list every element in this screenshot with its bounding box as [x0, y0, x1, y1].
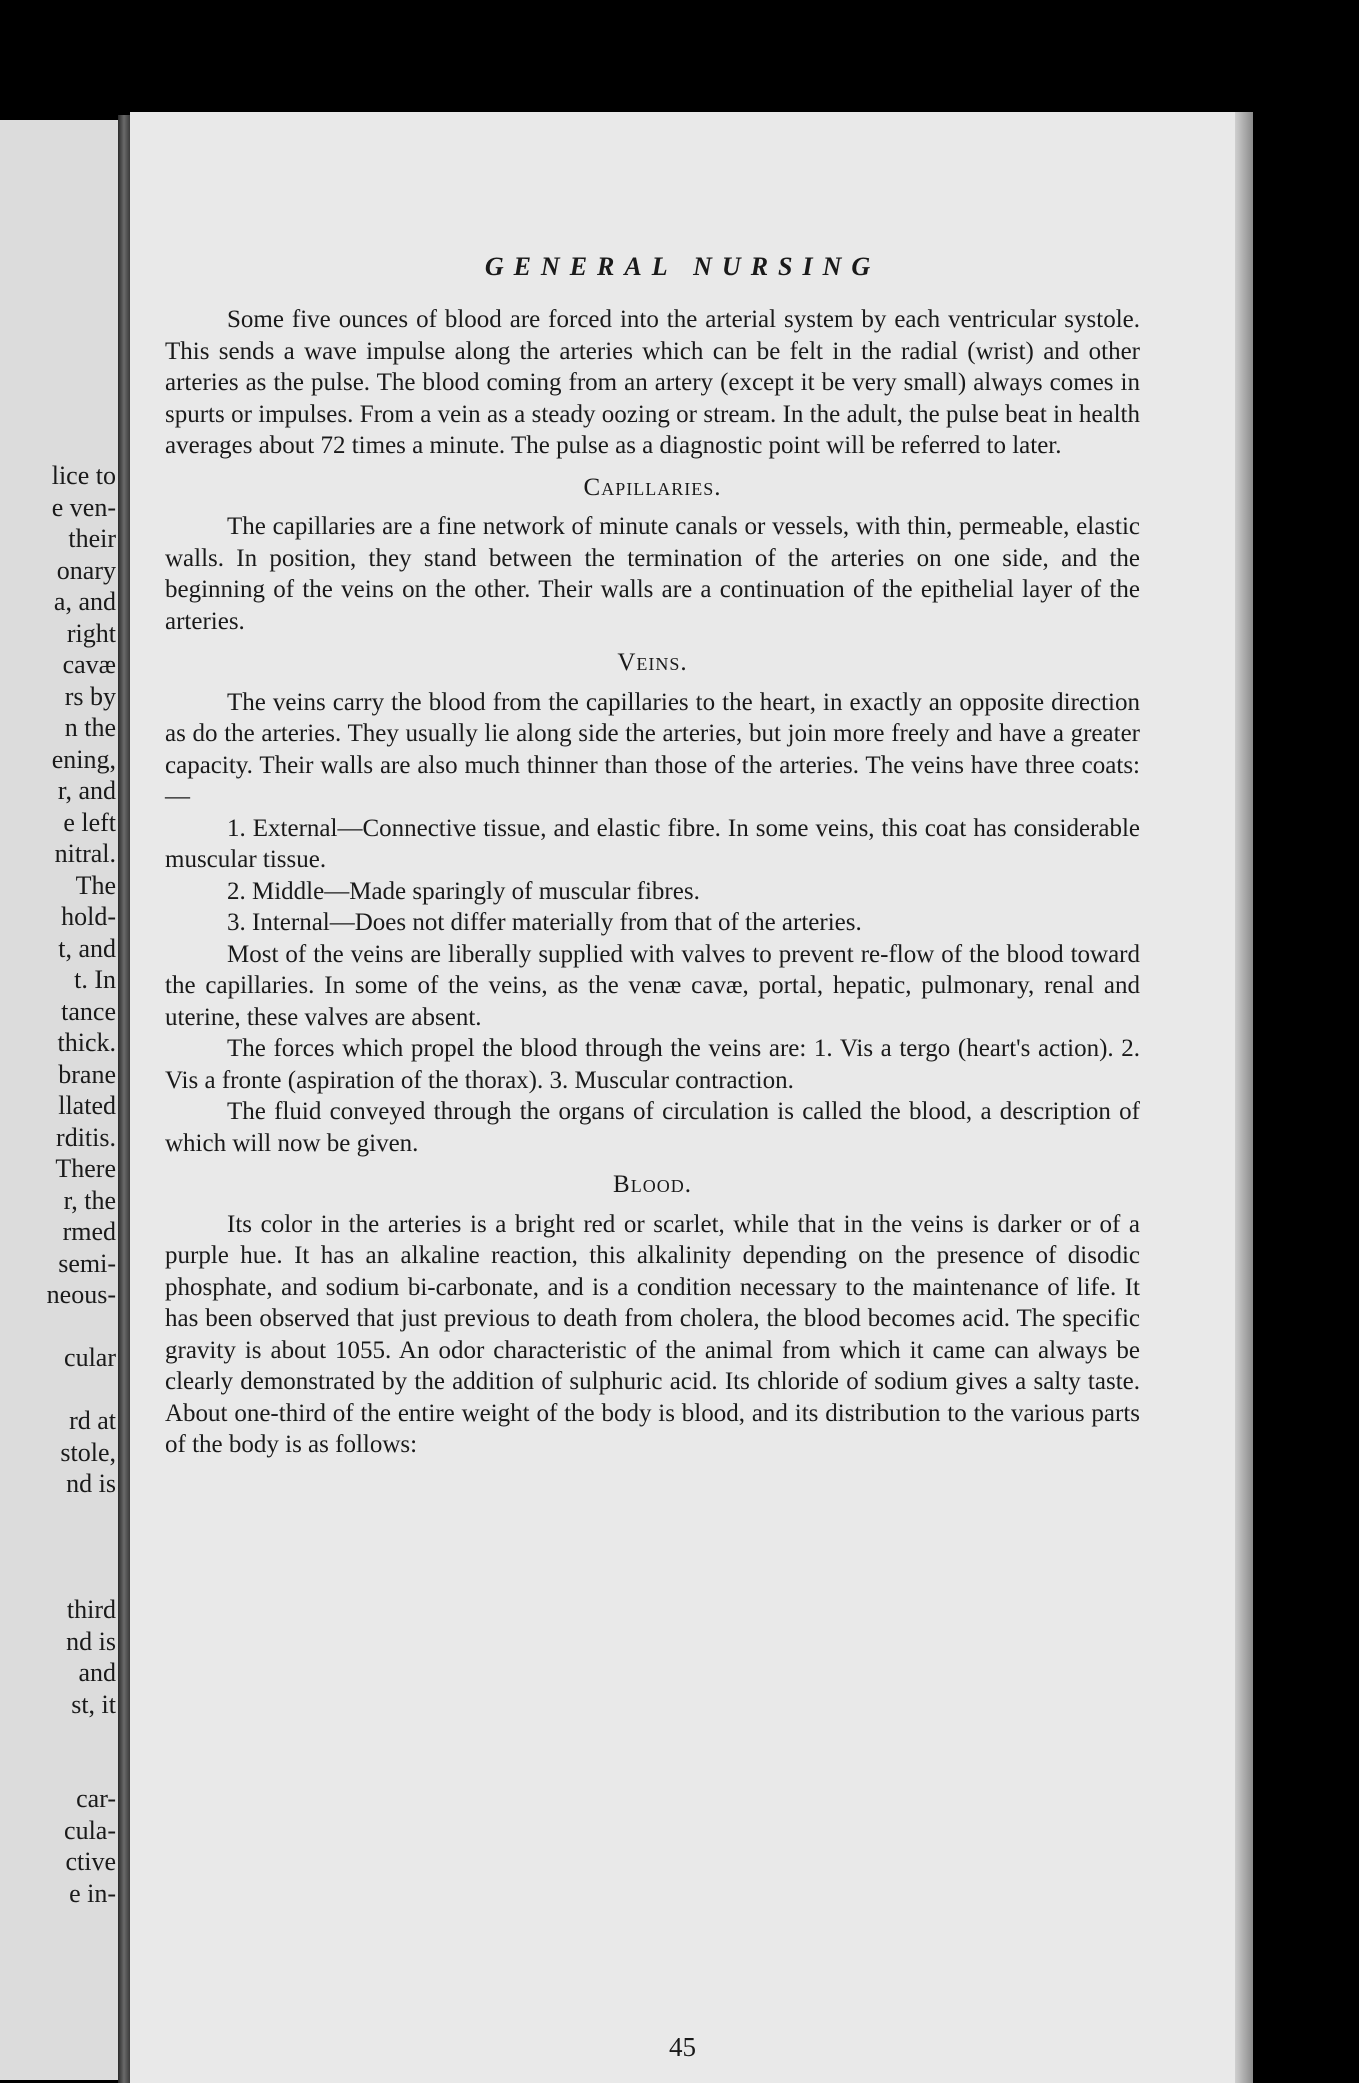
facing-page-line: cula-: [64, 1815, 116, 1845]
facing-page-line: [0, 1374, 120, 1406]
facing-page-line: e left: [63, 807, 116, 837]
facing-page-line: hold-: [61, 902, 116, 931]
heading-blood: Blood.: [613, 1171, 692, 1198]
list-item-coat-external: 1. External—Connective tissue, and elastic fibre. In some veins, this coat has considerable muscular tissue.: [165, 814, 1140, 873]
facing-page-line: right: [66, 618, 116, 648]
facing-page-line: car-: [76, 1784, 116, 1813]
facing-page-line: e in-: [69, 1878, 116, 1908]
heading-capillaries: Capillaries.: [583, 473, 722, 501]
facing-page-line: a, and: [53, 587, 116, 616]
facing-page-line: t. In: [74, 965, 116, 994]
page-edge: [1235, 112, 1253, 2083]
book-page: [130, 112, 1235, 2083]
facing-page-line: onary: [56, 555, 116, 585]
book-gutter: [118, 115, 130, 2083]
page-number: 45: [669, 2032, 696, 2062]
facing-page-line: There: [55, 1154, 116, 1183]
facing-page-line: rditis.: [56, 1122, 116, 1152]
paragraph-forces: The forces which propel the blood through the veins are: 1. Vis a tergo (heart's action). 2. Vis a fronte (aspiration of the thorax). 3. Muscular contraction.: [165, 1035, 1140, 1094]
paragraph-fluid: The fluid conveyed through the organs of circulation is called the blood, a description of which will now be given.: [165, 1098, 1140, 1157]
facing-page-line: [0, 1720, 120, 1752]
heading-veins: Veins.: [617, 649, 688, 676]
facing-page-line: t, and: [58, 933, 116, 963]
list-item-coat-internal: 3. Internal—Does not differ materially from that of the arteries.: [227, 909, 862, 936]
facing-page-line: llated: [58, 1091, 116, 1120]
facing-page-line: st, it: [71, 1689, 116, 1719]
facing-page-line: and: [78, 1658, 116, 1687]
paragraph-veins: The veins carry the blood from the capillaries to the heart, in exactly an opposite direction as do the arteries. They usually lie along side the arteries, but join more freely and have a greater capacity. Their walls are also much thinner than those of the arteries. The veins have three coats:—: [165, 688, 1140, 810]
facing-page-line: ctive: [65, 1847, 116, 1876]
facing-page-line: cular: [64, 1343, 116, 1372]
facing-page-line: thick.: [57, 1028, 116, 1057]
facing-page-line: cavæ: [62, 650, 116, 679]
facing-page-line: [0, 1311, 120, 1343]
facing-page-line: neous-: [46, 1280, 116, 1309]
facing-page-line: [0, 1500, 120, 1532]
facing-page-line: brane: [58, 1059, 116, 1089]
facing-page-line: nd is: [66, 1469, 116, 1498]
running-head: GENERAL NURSING: [484, 252, 881, 281]
facing-page-line: third: [66, 1595, 116, 1624]
page-body: [165, 304, 1140, 1461]
facing-page-line: tance: [61, 996, 116, 1026]
facing-page-line: The: [75, 870, 116, 900]
facing-page-line: lice to: [51, 461, 116, 490]
facing-page-line: nitral.: [54, 839, 116, 868]
facing-page-line: r, and: [57, 776, 116, 805]
facing-page-line: rs by: [64, 681, 116, 711]
facing-page-line: ening,: [51, 744, 116, 774]
facing-page: [0, 120, 120, 2080]
facing-page-line: semi-: [58, 1248, 116, 1278]
paragraph-blood: Its color in the arteries is a bright red or scarlet, while that in the veins is darker or of a purple hue. It has an alkaline reaction, this alkalinity depending on the presence of disodic phosphate, and sodium bi-carbonate, and is a condition necessary to the maintenance of life. It has been observed that just previous to death from cholera, the blood becomes acid. The specific gravity is about 1055. An odor characteristic of the animal from which it came can always be clearly demonstrated by the addition of sulphuric acid. Its chloride of sodium gives a salty taste. About one-third of the entire weight of the body is blood, and its distribution to the various parts of the body is as follows:: [165, 1210, 1140, 1458]
facing-page-line: nd is: [66, 1626, 116, 1656]
facing-page-line: [0, 1531, 120, 1563]
facing-page-line: rmed: [62, 1217, 116, 1246]
paragraph-capillaries: The capillaries are a fine network of minute canals or vessels, with thin, permeable, elastic walls. In position, they stand between the termination of the arteries on one side, and the beginning of the veins on the other. Their walls are a continuation of the epithelial layer of the arteries.: [165, 513, 1140, 635]
paragraph-pulse: Some five ounces of blood are forced into the arterial system by each ventricular systole. This sends a wave impulse along the arteries which can be felt in the radial (wrist) and other arteries as the pulse. The blood coming from an artery (except it be very small) always comes in spurts or impulses. From a vein as a steady oozing or stream. In the adult, the pulse beat in health averages about 72 times a minute. The pulse as a diagnostic point will be referred to later.: [165, 306, 1140, 459]
facing-page-line: n the: [64, 713, 116, 742]
facing-page-line: r, the: [63, 1185, 116, 1215]
facing-page-line: e ven-: [51, 492, 116, 522]
paragraph-valves: Most of the veins are liberally supplied with valves to prevent re-flow of the blood toward the capillaries. In some of the veins, as the venæ cavæ, portal, hepatic, pulmonary, renal and uterine, these valves are absent.: [165, 940, 1140, 1031]
list-item-coat-middle: 2. Middle—Made sparingly of muscular fibres.: [227, 877, 700, 905]
facing-page-margin-text: [0, 460, 120, 1909]
facing-page-line: their: [68, 524, 116, 553]
facing-page-line: rd at: [69, 1406, 116, 1435]
facing-page-line: [0, 1752, 120, 1784]
facing-page-line: stole,: [60, 1437, 116, 1467]
facing-page-line: [0, 1563, 120, 1595]
